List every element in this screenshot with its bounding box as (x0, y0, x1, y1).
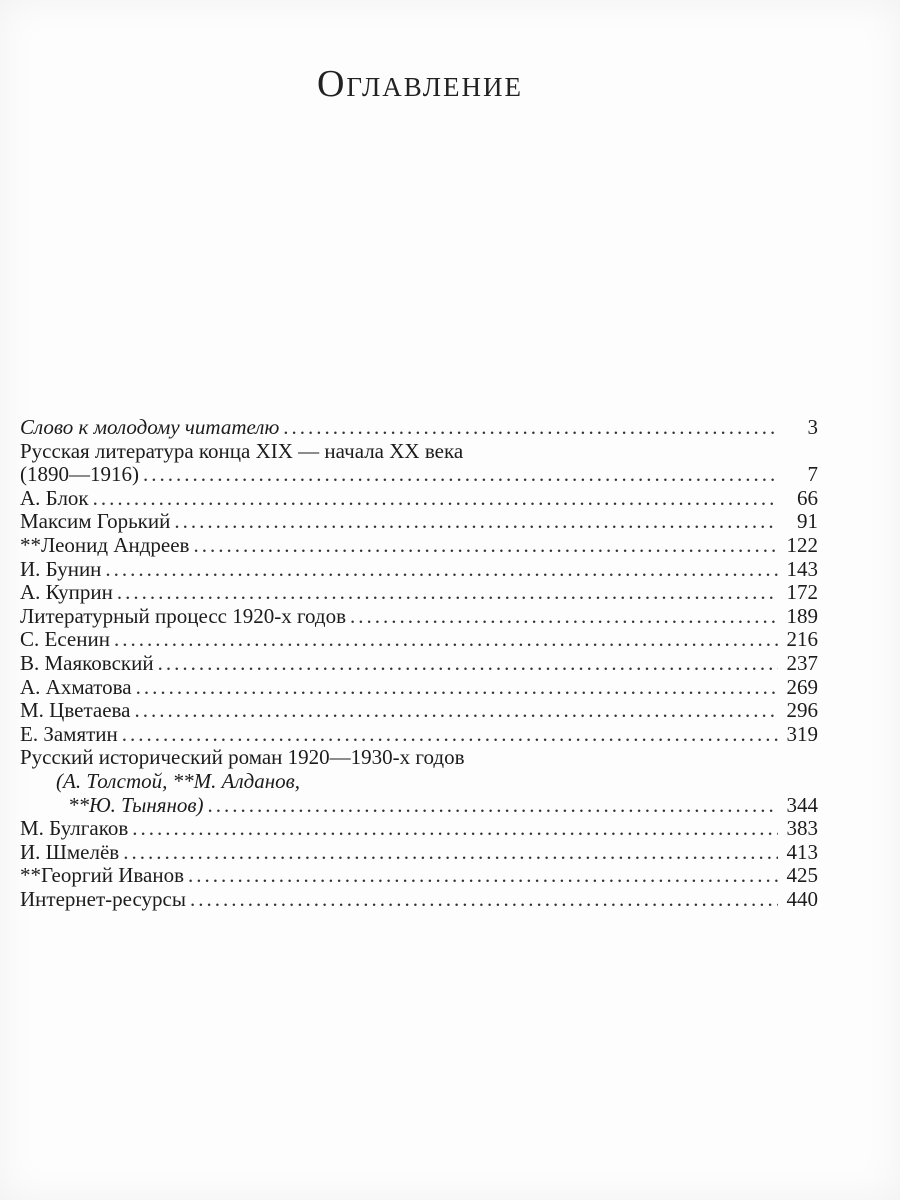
page-title: Оглавление (316, 63, 524, 105)
toc-entry-label: В. Маяковский (20, 650, 154, 675)
toc-entry-hist-novel-line2: (А. Толстой, **М. Алданов, (56, 768, 301, 793)
toc-leader-dots (158, 652, 778, 676)
toc-leader-dots (136, 676, 778, 700)
toc-entry-label: Слово к молодому читателю (20, 415, 280, 439)
toc-page-number: 296 (786, 698, 818, 723)
toc-page-number: 425 (786, 863, 818, 888)
toc-entry-rus-lit-line1: Русская литература конца XIX — начала XX века (20, 438, 464, 463)
toc-page-number: 66 (797, 485, 818, 510)
toc-entry-gorky[interactable] (20, 510, 818, 534)
toc-page-number: 91 (797, 509, 818, 534)
toc-entry-label: А. Куприн (20, 580, 113, 605)
toc-entry-tsvetaeva[interactable] (20, 699, 818, 723)
toc-leader-dots (174, 510, 778, 534)
toc-leader-dots (132, 817, 778, 841)
toc-entry-label: С. Есенин (20, 627, 110, 652)
toc-page-number: 237 (786, 650, 818, 675)
toc-leader-dots (135, 699, 779, 723)
toc-leader-dots (188, 864, 778, 888)
toc-page-number: 172 (786, 580, 818, 605)
toc-entry-label: (1890—1916) (20, 462, 139, 487)
toc-entry-akhmatova[interactable] (20, 676, 818, 700)
toc-entry-label: А. Блок (20, 485, 89, 510)
toc-entry-hist-novel[interactable] (20, 794, 818, 818)
toc-page-number: 7 (807, 462, 818, 487)
toc-entry-label: Е. Замятин (20, 721, 118, 746)
toc-leader-dots (193, 534, 778, 558)
toc-leader-dots (114, 628, 778, 652)
toc-leader-dots (105, 558, 778, 582)
toc-leader-dots (117, 581, 778, 605)
toc-entry-ivanov[interactable] (20, 864, 818, 888)
toc-entry-label: А. Ахматова (20, 674, 132, 699)
toc-entry-shmelev[interactable] (20, 841, 818, 865)
toc-page-number: 319 (786, 721, 818, 746)
toc-entry-internet[interactable] (20, 888, 818, 912)
toc-entry-kuprin[interactable] (20, 581, 818, 605)
toc-entry-label: **Ю. Тынянов) (68, 792, 204, 817)
toc-page-number: 122 (786, 532, 818, 557)
toc-page-number: 344 (786, 792, 818, 817)
toc-entry-slovo[interactable] (20, 416, 818, 440)
toc-leader-dots (122, 723, 778, 747)
toc-entry-label: Интернет-ресурсы (20, 886, 186, 911)
toc-entry-label: **Георгий Иванов (20, 863, 184, 888)
toc-entry-label: И. Шмелёв (20, 839, 120, 864)
toc-page-number: 216 (786, 627, 818, 652)
toc-entry-bunin[interactable] (20, 558, 818, 582)
toc-leader-dots (123, 841, 778, 865)
toc-entry-zamyatin[interactable] (20, 723, 818, 747)
toc-leader-dots (143, 463, 778, 487)
toc-leader-dots (190, 888, 778, 912)
toc-entry-andreev[interactable] (20, 534, 818, 558)
toc-page-number: 3 (807, 415, 818, 439)
toc-page-number: 383 (786, 816, 818, 841)
toc-entry-label: И. Бунин (20, 556, 102, 581)
toc-entry-label: Литературный процесс 1920-х годов (20, 603, 347, 628)
toc-entry-lit-process[interactable] (20, 605, 818, 629)
toc-entry-rus-lit[interactable] (20, 463, 818, 487)
toc-leader-dots (93, 487, 778, 511)
toc-page-number: 143 (786, 556, 818, 581)
toc-page-number: 440 (786, 886, 818, 911)
toc-entry-blok[interactable] (20, 487, 818, 511)
toc-leader-dots (208, 794, 778, 818)
toc-page-number: 269 (786, 674, 818, 699)
toc-entry-bulgakov[interactable] (20, 817, 818, 841)
toc-leader-dots (350, 605, 778, 629)
table-of-contents (20, 416, 818, 911)
toc-entry-hist-novel-line1: Русский исторический роман 1920—1930-х годов (20, 745, 465, 770)
toc-entry-label: М. Цветаева (20, 698, 131, 723)
toc-entry-esenin[interactable] (20, 628, 818, 652)
toc-entry-label: **Леонид Андреев (20, 532, 190, 557)
toc-page-number: 413 (786, 839, 818, 864)
toc-leader-dots (283, 416, 778, 440)
toc-entry-label: Максим Горький (20, 509, 171, 534)
toc-entry-mayakovsky[interactable] (20, 652, 818, 676)
toc-page-number: 189 (786, 603, 818, 628)
toc-entry-label: М. Булгаков (20, 816, 129, 841)
